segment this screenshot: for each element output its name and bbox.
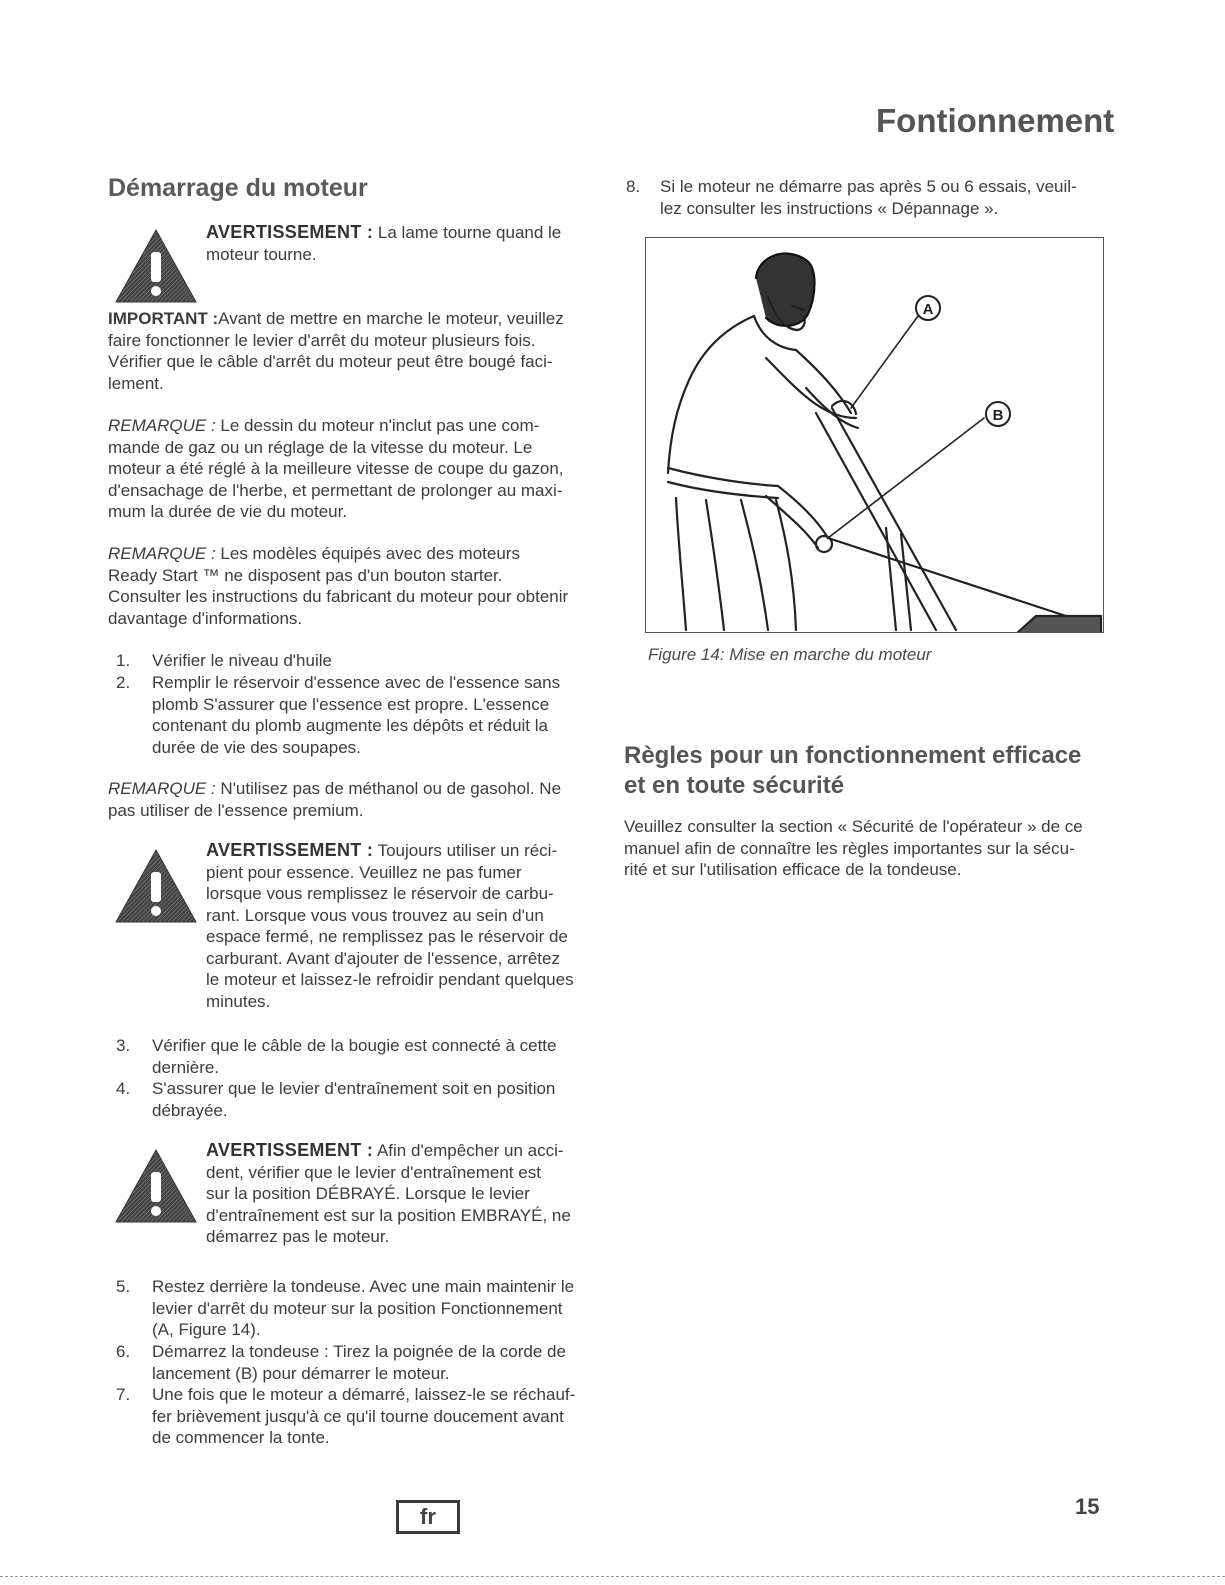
warning-block-3 <box>108 1140 593 1255</box>
remark-paragraph-1: REMARQUE : Le dessin du moteur n'inclut pas une com- mande de gaz ou un réglage de la vitesse du moteur. Le moteur a été réglé à la meilleure vitesse de coupe du gazon, d'ensachage de l'herbe, et permettant de prolonger au maxi- mum la durée de vie du moteur. <box>108 416 564 521</box>
warning-block-2 <box>108 840 593 1020</box>
section-heading-regles: Règles pour un fonctionnement efficace et en toute sécurité <box>624 742 1082 799</box>
callout-a <box>916 296 940 320</box>
warning-3-text: AVERTISSEMENT : Afin d'empêcher un acci- dent, vérifier que le levier d'entraînement est sur la position DÉBRAYÉ. Lorsque le levier d'entraînement est sur la position EMBRAYÉ, ne démarrez pas le moteur. <box>206 1140 571 1246</box>
figure-14-illustration <box>645 237 1104 633</box>
page-number: 15 <box>1075 1494 1100 1519</box>
callout-b <box>986 402 1010 426</box>
list-item: 4. S'assurer que le levier d'entraînement soit en position débrayée. <box>116 1079 556 1120</box>
warning-1-text: AVERTISSEMENT : La lame tourne quand le moteur tourne. <box>206 222 562 264</box>
warning-triangle-icon <box>114 1148 198 1224</box>
mower-start-drawing <box>646 238 1104 633</box>
list-item: 7. Une fois que le moteur a démarré, laissez-le se réchauf- fer brièvement jusqu'à ce qu'il tourne doucement avant de commencer la tonte. <box>116 1385 576 1447</box>
list-item: 6. Démarrez la tondeuse : Tirez la poignée de la corde de lancement (B) pour démarrer le moteur. <box>116 1342 566 1383</box>
section-heading-demarrage: Démarrage du moteur <box>108 174 368 202</box>
warning-triangle-icon <box>114 228 198 304</box>
list-item: 2. Remplir le réservoir d'essence avec de l'essence sans plomb S'assurer que l'essence est propre. L'essence contenant du plomb augmente les dépôts et réduit la durée de vie des soupapes. <box>116 673 561 757</box>
svg-text:A: A <box>922 301 934 318</box>
list-item: 3. Vérifier que le câble de la bougie est connecté à cette dernière. <box>116 1036 557 1077</box>
warning-block-1 <box>108 222 593 302</box>
page-header-title: Fontionnement <box>876 102 1115 139</box>
figure-caption: Figure 14: Mise en marche du moteur <box>648 645 932 664</box>
language-badge: fr <box>396 1500 460 1534</box>
list-item: 8. Si le moteur ne démarre pas après 5 ou 6 essais, veuil- lez consulter les instructions « Dépannage ». <box>626 177 1077 218</box>
bottom-divider <box>0 1576 1225 1577</box>
warning-2-text: AVERTISSEMENT : Toujours utiliser un réci- pient pour essence. Veuillez ne pas fumer lorsque vous remplissez le réservoir de carbu- rant. Lorsque vous vous trouvez au sein d'un espace fermé, ne remplissez pas le réservoir de carburant. Avant d'ajouter de l'essence, arrêtez le moteur et laissez-le refroidir pendant quelques minutes. <box>206 840 574 1011</box>
important-paragraph: IMPORTANT :Avant de mettre en marche le moteur, veuillez faire fonctionner le levier d'arrêt du moteur plusieurs fois. Vérifier que le câble d'arrêt du moteur peut être bougé faci- lement. <box>108 309 564 393</box>
safety-paragraph: Veuillez consulter la section « Sécurité de l'opérateur » de ce manuel afin de connaître les règles importantes sur la sécu- rité et sur l'utilisation efficace de la tondeuse. <box>624 817 1083 879</box>
warning-triangle-icon <box>114 848 198 924</box>
svg-text:B: B <box>992 407 1004 424</box>
remark-paragraph-2: REMARQUE : Les modèles équipés avec des moteurs Ready Start ™ ne disposent pas d'un bouton starter. Consulter les instructions du fabricant du moteur pour obtenir davantage d'informations. <box>108 544 569 628</box>
remark-paragraph-3: REMARQUE : N'utilisez pas de méthanol ou de gasohol. Ne pas utiliser de l'essence premium. <box>108 779 562 820</box>
list-item: 5. Restez derrière la tondeuse. Avec une main maintenir le levier d'arrêt du moteur sur la position Fonctionnement (A, Figure 14). <box>116 1277 575 1339</box>
